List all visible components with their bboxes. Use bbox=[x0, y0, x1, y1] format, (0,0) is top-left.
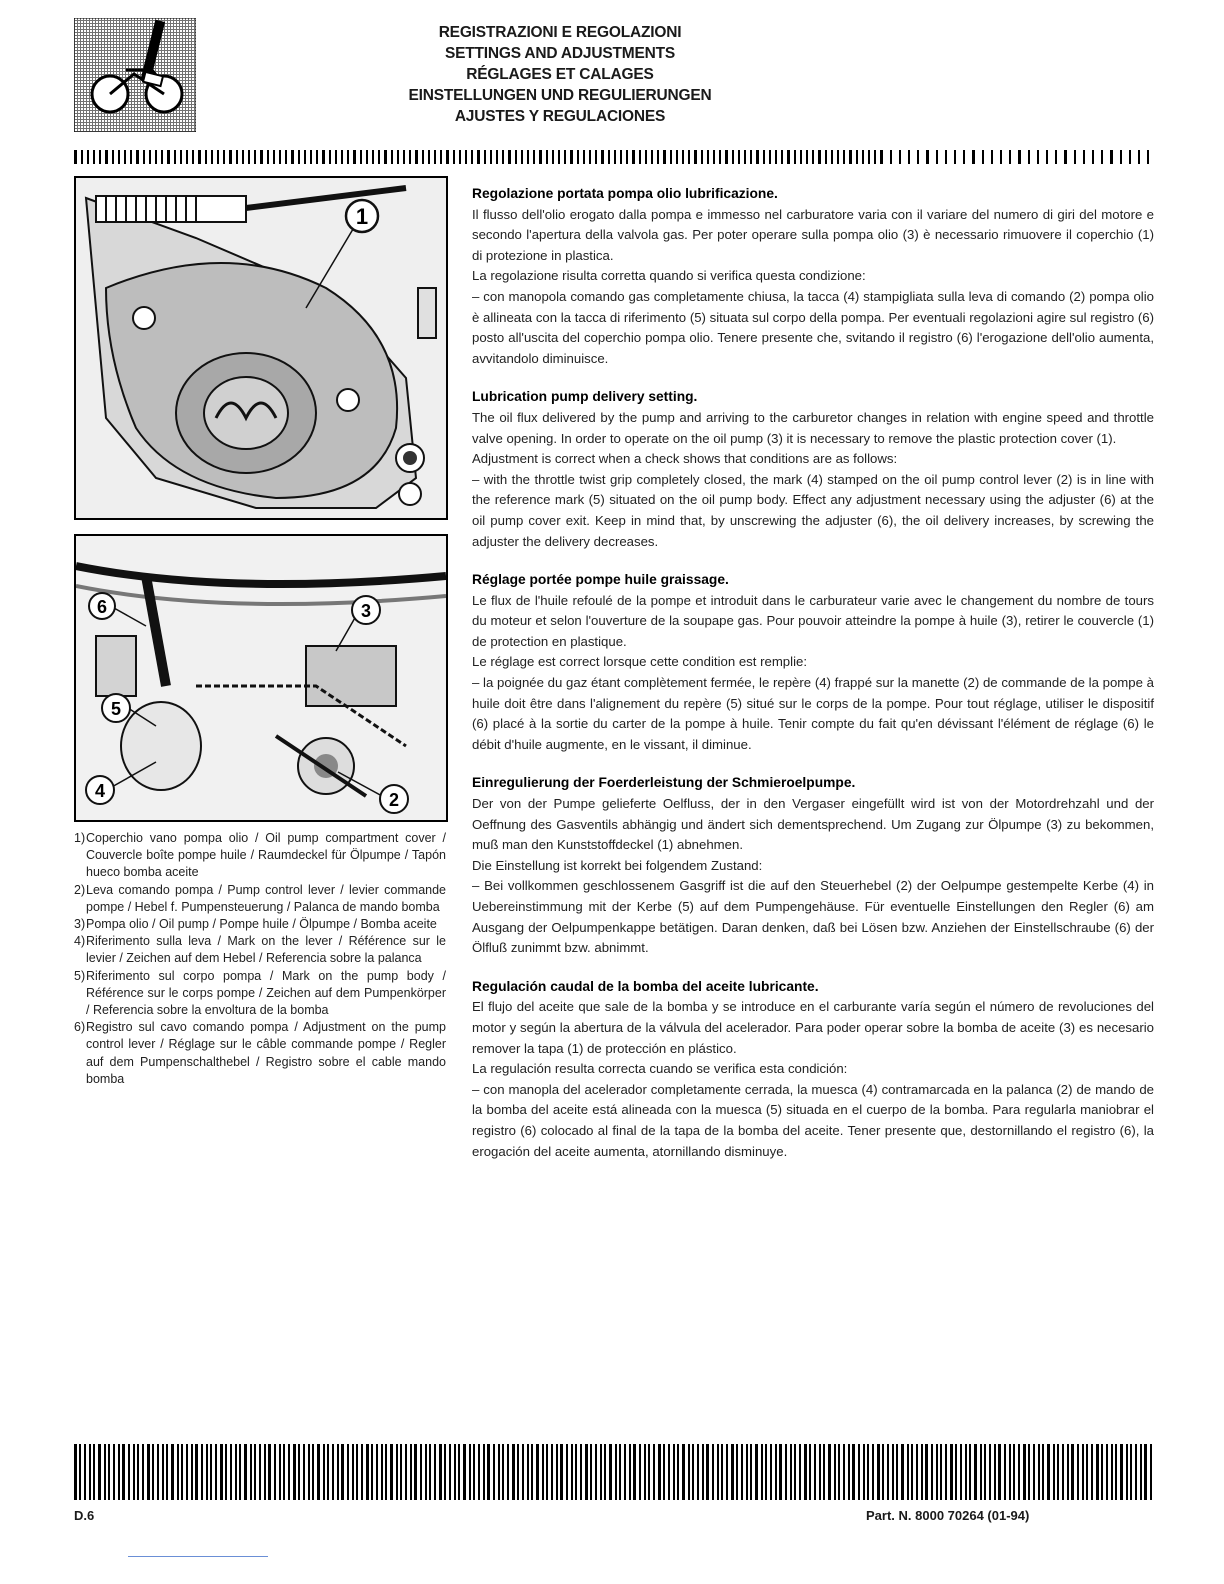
section-paragraph: – with the throttle twist grip completely closed, the mark (4) stamped on the oil pump control lever (2) is in line with the reference mark (5) situated on the oil pump body. Effect any adjustment necessary using the adjuster (6) at the oil pump cover exit. Keep in mind that, by unscrewing the adjuster (6), the oil delivery increases, by screwing the adjuster the delivery decreases. bbox=[472, 471, 1154, 549]
title-de: EINSTELLUNGEN UND REGULIERUNGEN bbox=[408, 87, 712, 104]
legend-item bbox=[74, 968, 446, 1020]
bottom-rule bbox=[128, 1556, 268, 1557]
section-paragraph: Il flusso dell'olio erogato dalla pompa e immesso nel carburatore varia con il variare del numero di giri del motore e secondo l'apertura della valvola gas. Per poter operare sulla pompa olio (3) è necessario rimuovere il coperchio (1) di protezione in plastica. bbox=[472, 206, 1154, 263]
header-barcode-rule bbox=[74, 150, 1154, 164]
section-german bbox=[472, 773, 1154, 958]
legend-text: Coperchio vano pompa olio / Oil pump compartment cover / Couvercle boîte pompe huile / Raumdeckel für Ölpumpe / Tapón hueco bomba aceite bbox=[86, 831, 446, 880]
title-it: REGISTRAZIONI E REGOLAZIONI bbox=[438, 24, 682, 41]
section-title: Einregulierung der Foerderleistung der Schmieroelpumpe. bbox=[472, 775, 856, 791]
callout-1-label: 1 bbox=[355, 204, 369, 229]
callout-3-label: 3 bbox=[360, 601, 372, 621]
legend-number: 6) bbox=[74, 1020, 86, 1035]
legend-text: Riferimento sul corpo pompa / Mark on the pump body / Référence sur le corps pompe / Zeichen auf dem Pumpenkörper / Referencia sobre la envoltura de la bomba bbox=[86, 968, 446, 1018]
legend-item bbox=[74, 1019, 446, 1088]
title-fr: RÉGLAGES ET CALAGES bbox=[466, 66, 654, 83]
section-paragraph: Le réglage est correct lorsque cette condition est remplie: bbox=[472, 654, 807, 670]
section-paragraph: – con manopla del acelerador completamente cerrada, la muesca (4) contramarcada en la palanca (2) de mando de la bomba del aceite está alineada con la muesca (5) situada en el cuerpo de la bomba. Para regularla maniobrar el registro (6) colocado al final de la tapa de la bomba del aceite. Tener presente que, destornillando el registro (6), la erogación del aceite aumenta, atornillando disminuye. bbox=[472, 1081, 1154, 1159]
legend-number: 3) bbox=[74, 917, 86, 932]
section-paragraph: – la poignée du gaz étant complètement fermée, le repère (4) frappé sur la manette (2) de commande de la pompe à huile doit être dans l'alignement du repère (5) situé sur le corps de la pompe. Pour tout réglage, utiliser le dispositif (6) placé à la sortie du carter de la pompe à huile. Tenir compte du fait qu'en dévissant l'élément de réglage (6) le débit d'huile augmente, en le vissant, il diminue. bbox=[472, 675, 1154, 752]
legend-text: Pompa olio / Oil pump / Pompe huile / Ölpumpe / Bomba aceite bbox=[86, 917, 437, 932]
part-number: Part. N. 8000 70264 (01-94) bbox=[866, 1508, 1030, 1523]
page-title bbox=[330, 22, 790, 127]
section-paragraph: Le flux de l'huile refoulé de la pompe et introduit dans le carburateur varie avec le changement du nombre de tours du moteur et selon l'ouverture de la soupape gas. Pour pouvoir atteindre la pompe à huile (3), retirer le couvercle (1) de protection en plastique. bbox=[472, 592, 1154, 649]
section-paragraph: La regulación resulta correcta cuando se verifica esta condición: bbox=[472, 1061, 848, 1077]
figure-oil-pump-cover bbox=[74, 176, 448, 520]
legend-item bbox=[74, 882, 446, 916]
section-french bbox=[472, 570, 1154, 755]
legend-number: 5) bbox=[74, 968, 86, 983]
section-paragraph: Adjustment is correct when a check shows that conditions are as follows: bbox=[472, 451, 898, 467]
legend-number: 4) bbox=[74, 934, 86, 949]
figure-oil-pump-adjustment bbox=[74, 534, 448, 822]
figure-legend bbox=[74, 830, 446, 1088]
legend-text: Registro sul cavo comando pompa / Adjustment on the pump control lever / Réglage sur le câble commande pompe / Regler auf dem Pumpenschalthebel / Registro sobre el cable mando bomba bbox=[86, 1020, 446, 1086]
section-paragraph: El flujo del aceite que sale de la bomba y se introduce en el carburante varía según el número de revoluciones del motor y según la abertura de la válvula del acelerador. Para poder operar sobre la bomba de aceite (3) es necesario remover la tapa (1) de protección en plástico. bbox=[472, 999, 1154, 1056]
section-paragraph: La regolazione risulta corretta quando si verifica questa condizione: bbox=[472, 268, 866, 284]
page-number: D.6 bbox=[74, 1508, 95, 1523]
section-paragraph: Die Einstellung ist korrekt bei folgendem Zustand: bbox=[472, 857, 763, 873]
legend-number: 2) bbox=[74, 882, 86, 897]
callout-5-label: 5 bbox=[110, 699, 122, 719]
instructions-column bbox=[472, 184, 1154, 1180]
section-title: Réglage portée pompe huile graissage. bbox=[472, 572, 729, 588]
legend-number: 1) bbox=[74, 831, 86, 845]
legend-item bbox=[74, 933, 446, 967]
callout-4-label: 4 bbox=[94, 781, 106, 801]
oil-pump-cover-illustration bbox=[76, 178, 446, 518]
section-english bbox=[472, 387, 1154, 552]
section-paragraph: – Bei vollkommen geschlossenem Gasgriff ist die auf den Steuerhebel (2) der Oelpumpe gestempelte Kerbe (4) in Uebereinstimmung mit der Kerbe (5) auf dem Pumpengehäuse. Für eventuelle Einstellungen den Regler (6) am Ausgang der Oelpumpenkappe betätigen. Daran denken, daß bei Lösen bzw. Anziehen der Einstellschraube (6) der Ölfluß zunimmt bzw. abnimmt. bbox=[472, 878, 1154, 956]
section-paragraph: Der von der Pumpe gelieferte Oelfluss, der in den Vergaser eingefüllt wird ist von der Motordrehzahl und der Oeffnung des Gasventils abhängig und ändert sich dementsprechend. Um Zugang zur Ölpumpe (3) zu bekommen, muß man den Kunststoffdeckel (1) abnehmen. bbox=[472, 796, 1154, 853]
section-italian bbox=[472, 184, 1154, 369]
section-spanish bbox=[472, 977, 1154, 1162]
section-paragraph: The oil flux delivered by the pump and arriving to the carburetor changes in relation with engine speed and throttle valve opening. In order to operate on the oil pump (3) it is necessary to remove the plastic protection cover (1). bbox=[472, 409, 1154, 446]
title-en: SETTINGS AND ADJUSTMENTS bbox=[444, 45, 675, 62]
section-title: Regulación caudal de la bomba del aceite lubricante. bbox=[472, 978, 819, 994]
section-paragraph: – con manopola comando gas completamente chiusa, la tacca (4) stampigliata sulla leva di comando (2) pompa olio è allineata con la tacca di riferimento (5) situata sul corpo della pompa. Per eventuali regolazioni agire sul registro (6) posto all'uscita del coperchio pompa olio. Tenere presente che, svitando il registro (6) l'erogazione dell'olio aumenta, avvitandolo diminuisce. bbox=[472, 288, 1154, 366]
legend-text: Riferimento sulla leva / Mark on the lever / Référence sur le levier / Zeichen auf dem Hebel / Referencia sobre la palanca bbox=[86, 934, 446, 966]
legend-text: Leva comando pompa / Pump control lever / levier commande pompe / Hebel f. Pumpensteuerung / Palanca de mando bomba bbox=[86, 882, 446, 914]
callout-2-label: 2 bbox=[388, 790, 400, 810]
oil-pump-adjustment-illustration bbox=[76, 536, 446, 820]
motorcycle-wrench-icon bbox=[74, 18, 196, 132]
section-title: Regolazione portata pompa olio lubrificazione. bbox=[472, 186, 778, 201]
title-es: AJUSTES Y REGULACIONES bbox=[454, 108, 666, 125]
legend-item bbox=[74, 830, 446, 882]
callout-6-label: 6 bbox=[96, 597, 108, 617]
footer-barcode bbox=[74, 1444, 1154, 1500]
legend-item bbox=[74, 916, 446, 933]
section-title: Lubrication pump delivery setting. bbox=[472, 389, 698, 405]
